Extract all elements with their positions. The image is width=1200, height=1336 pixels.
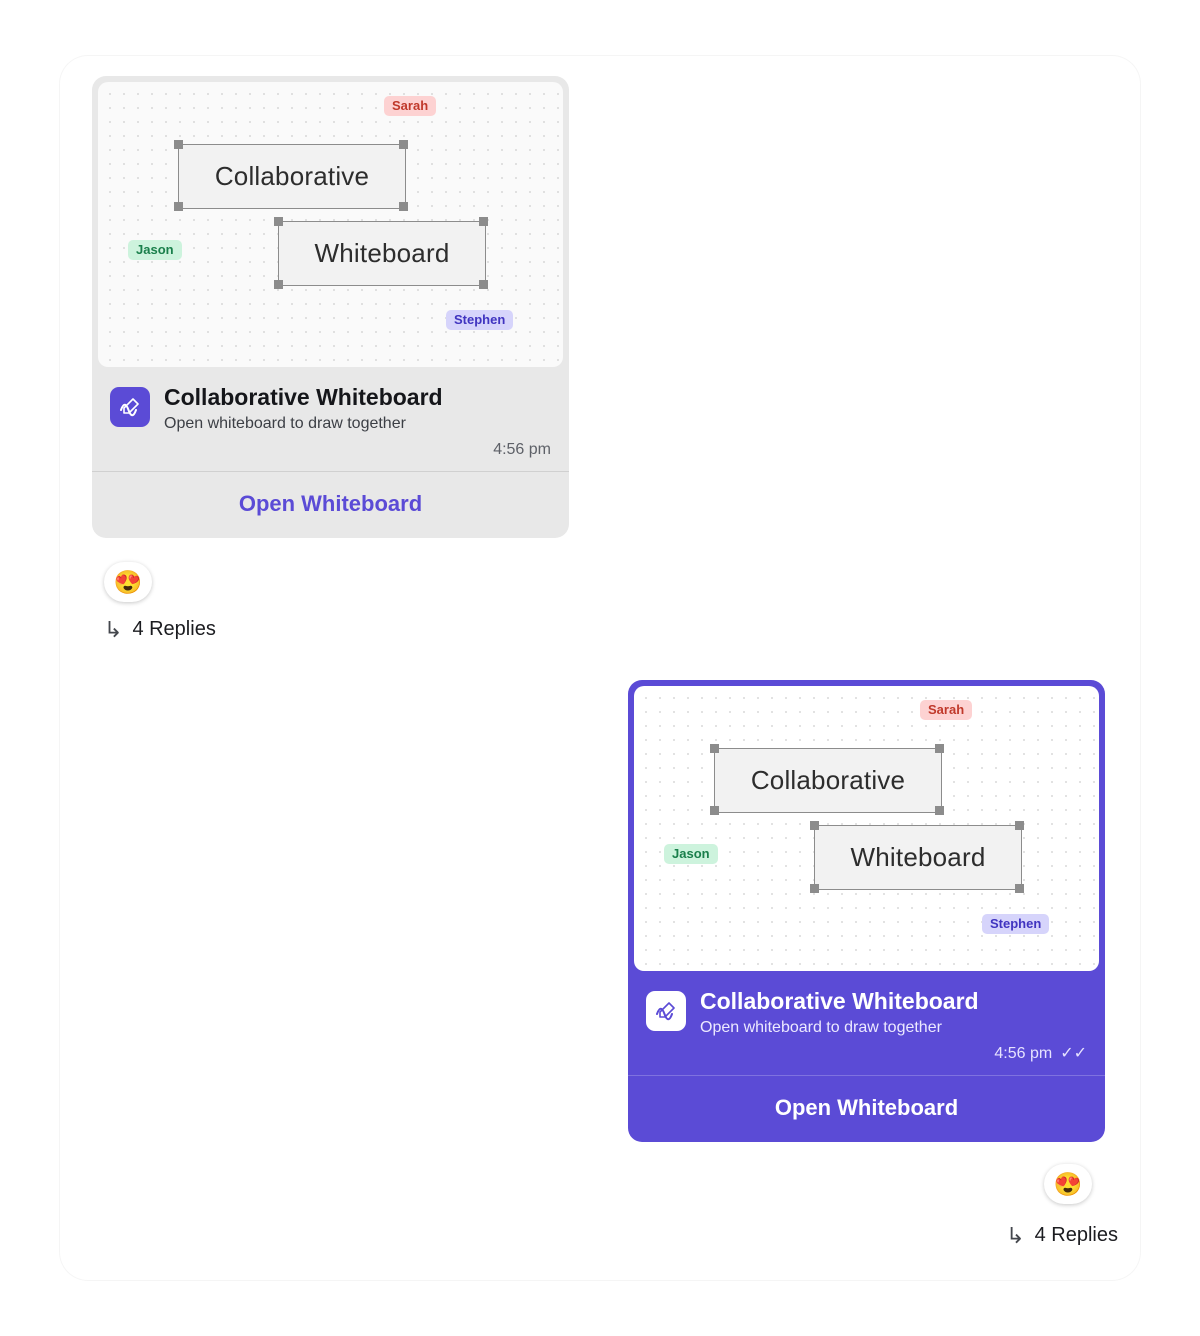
replies-row-incoming[interactable] [104,618,216,641]
whiteboard-icon [646,991,686,1031]
resize-handle[interactable] [710,744,719,753]
replies-label[interactable]: 4 Replies [132,618,216,640]
card-body-outgoing [628,977,1105,1075]
resize-handle[interactable] [935,806,944,815]
participant-tag-sarah: Sarah [384,96,436,116]
reaction-badge[interactable]: 😍 [104,562,152,602]
reply-arrow-icon: ↳ [1006,1222,1025,1248]
message-bubble-outgoing[interactable] [628,680,1105,1142]
whiteboard-shape-2[interactable]: Whiteboard [278,221,486,286]
participant-tag-jason: Jason [128,240,182,260]
open-whiteboard-button[interactable]: Open Whiteboard [238,490,423,516]
resize-handle[interactable] [935,744,944,753]
resize-handle[interactable] [479,280,488,289]
reaction-badge[interactable]: 😍 [1044,1164,1092,1204]
card-subtitle: Open whiteboard to draw together [164,414,406,432]
resize-handle[interactable] [399,202,408,211]
resize-handle[interactable] [479,217,488,226]
replies-label[interactable]: 4 Replies [1034,1224,1118,1246]
message-bubble-incoming[interactable] [92,76,569,538]
participant-tag-sarah: Sarah [920,700,972,720]
whiteboard-shape-1[interactable]: Collaborative [714,748,942,813]
whiteboard-shape-2[interactable]: Whiteboard [814,825,1022,890]
message-meta [700,1045,1087,1063]
participant-tag-jason: Jason [664,844,718,864]
resize-handle[interactable] [810,884,819,893]
card-title: Collaborative Whiteboard [164,384,443,410]
resize-handle[interactable] [810,821,819,830]
replies-row-outgoing[interactable] [1006,1224,1118,1247]
timestamp: 4:56 pm [493,440,551,458]
resize-handle[interactable] [274,280,283,289]
resize-handle[interactable] [274,217,283,226]
participant-tag-stephen: Stephen [446,310,513,330]
whiteboard-shape-1[interactable]: Collaborative [178,144,406,209]
resize-handle[interactable] [174,202,183,211]
chat-canvas [60,56,1140,1280]
card-title: Collaborative Whiteboard [700,988,979,1014]
card-subtitle: Open whiteboard to draw together [700,1018,942,1036]
whiteboard-preview-incoming[interactable] [98,82,563,367]
whiteboard-preview-outgoing[interactable] [634,686,1099,971]
whiteboard-icon [110,387,150,427]
resize-handle[interactable] [1015,884,1024,893]
resize-handle[interactable] [710,806,719,815]
card-body-incoming [92,373,569,471]
resize-handle[interactable] [174,140,183,149]
open-whiteboard-button[interactable]: Open Whiteboard [774,1094,959,1120]
participant-tag-stephen: Stephen [982,914,1049,934]
reply-arrow-icon: ↳ [104,616,123,642]
read-receipt-icon: ✓✓ [1060,1044,1087,1062]
timestamp: 4:56 pm [994,1044,1053,1062]
message-meta [164,441,551,459]
resize-handle[interactable] [399,140,408,149]
resize-handle[interactable] [1015,821,1024,830]
